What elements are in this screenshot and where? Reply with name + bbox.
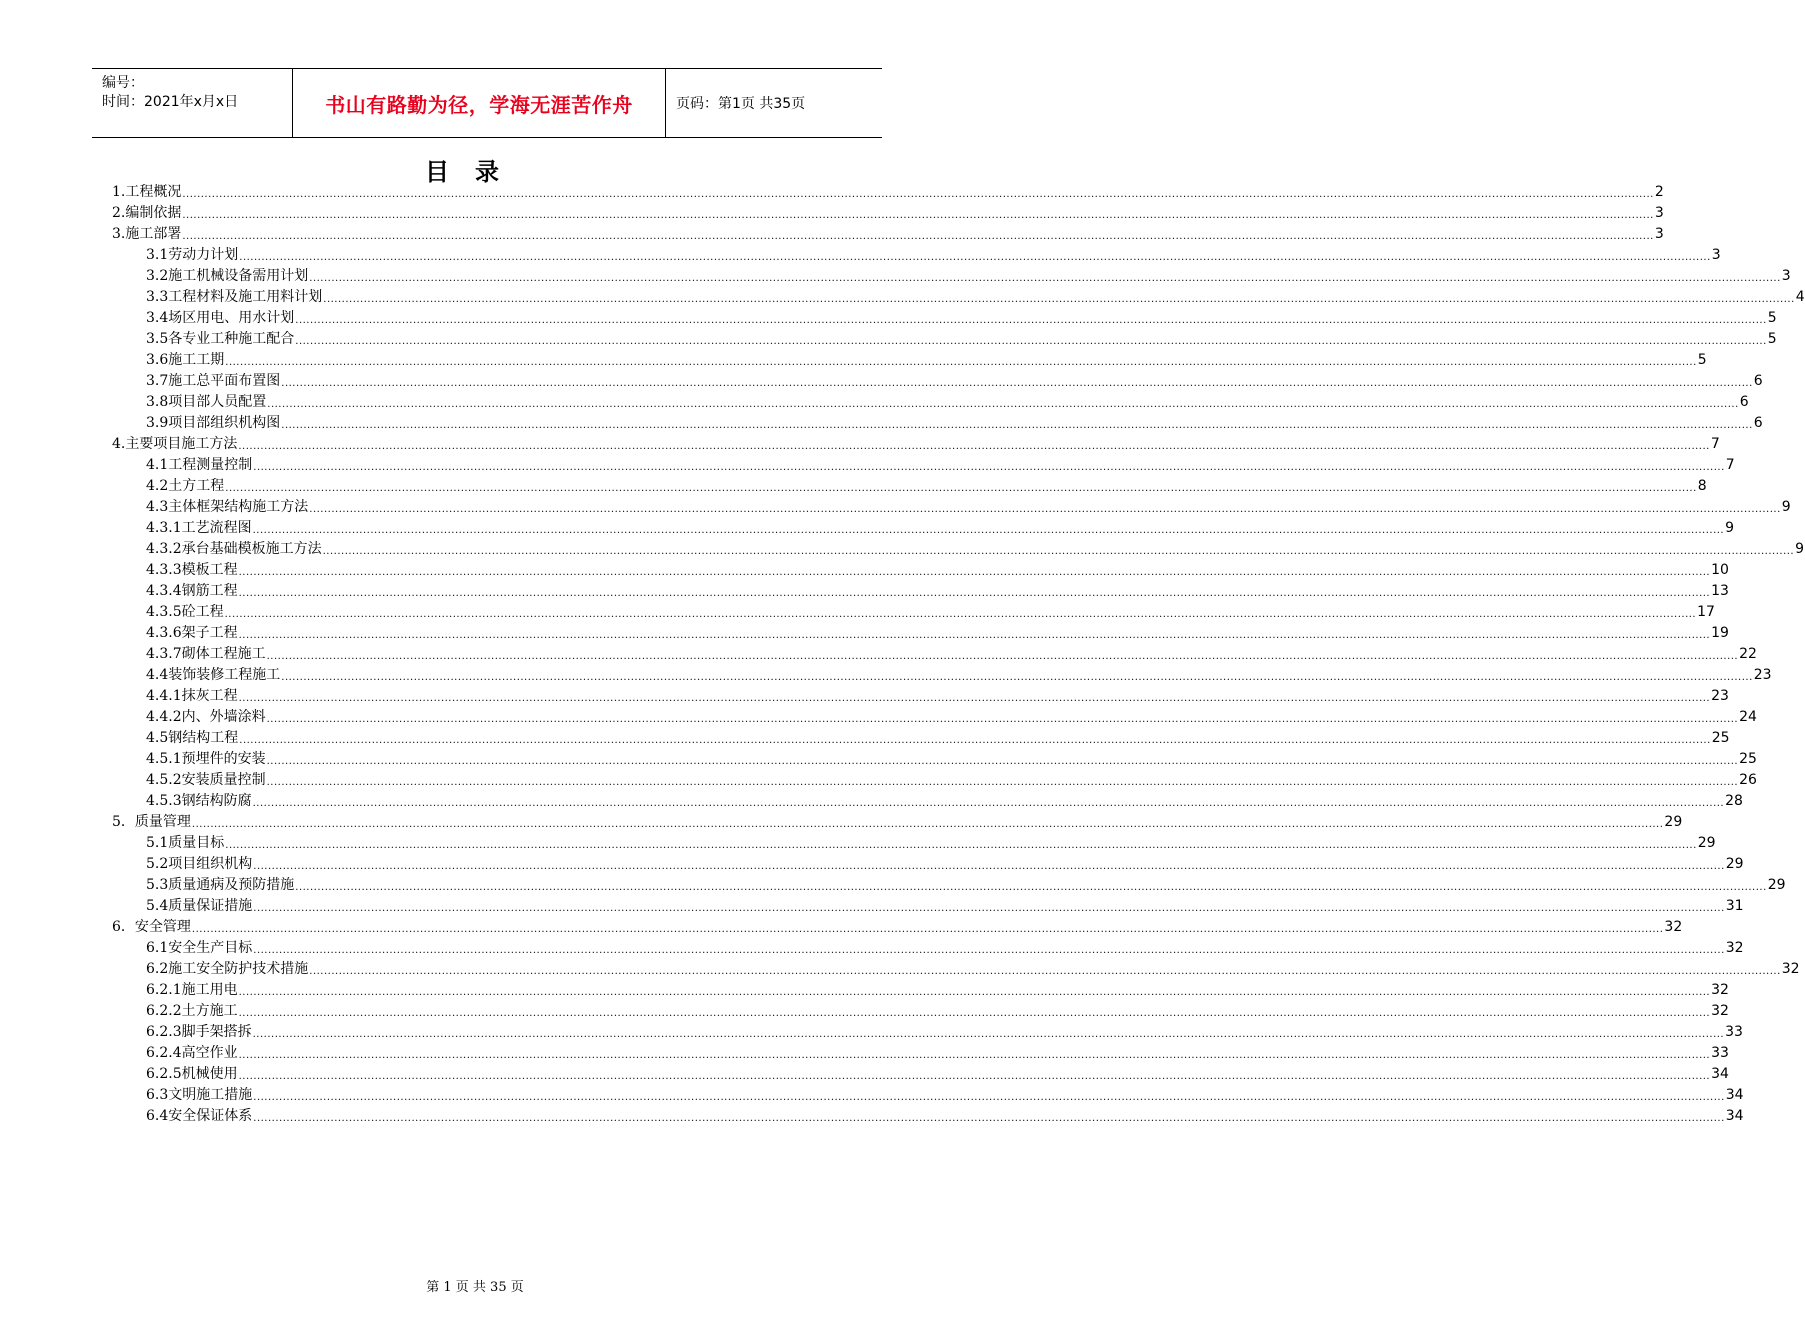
toc-entry[interactable]: [112, 854, 1744, 875]
header-motto-cell: [293, 69, 666, 137]
toc-entry[interactable]: [112, 413, 1763, 434]
toc-entry[interactable]: [112, 518, 1735, 539]
toc-leader-dots: ................................................................................................................................................................................................................................................................................................................................................................................................................: [253, 945, 1725, 956]
toc-entry[interactable]: [112, 350, 1707, 371]
toc-entry[interactable]: [112, 308, 1777, 329]
toc-entry[interactable]: [112, 476, 1707, 497]
toc-entry-page: 34: [1725, 1087, 1744, 1103]
toc-entry[interactable]: [112, 665, 1772, 686]
toc-leader-dots: ................................................................................................................................................................................................................................................................................................................................................................................................................: [266, 714, 1739, 725]
toc-entry[interactable]: [112, 896, 1744, 917]
toc-entry-page: 4: [1795, 289, 1805, 305]
toc-entry[interactable]: [112, 980, 1729, 1001]
toc-entry-label: 3.施工部署: [112, 226, 182, 242]
toc-entry[interactable]: [112, 539, 1805, 560]
toc-entry-page: 19: [1711, 625, 1729, 641]
toc-entry-label: 5.3质量通病及预防措施: [146, 877, 295, 893]
toc-leader-dots: ................................................................................................................................................................................................................................................................................................................................................................................................................: [322, 546, 1795, 557]
toc-leader-dots: ................................................................................................................................................................................................................................................................................................................................................................................................................: [281, 672, 1753, 683]
toc-entry-page: 33: [1725, 1024, 1743, 1040]
toc-leader-dots: ................................................................................................................................................................................................................................................................................................................................................................................................................: [253, 1092, 1725, 1103]
toc-entry-page: 3: [1654, 226, 1664, 242]
toc-entry-page: 5: [1697, 352, 1707, 368]
toc-entry-page: 5: [1767, 331, 1777, 347]
toc-entry[interactable]: [112, 602, 1715, 623]
toc-entry[interactable]: [112, 455, 1735, 476]
toc-entry-label: 3.1劳动力计划: [146, 247, 239, 263]
toc-entry-page: 6: [1753, 373, 1763, 389]
toc-leader-dots: ................................................................................................................................................................................................................................................................................................................................................................................................................: [323, 294, 1795, 305]
toc-entry[interactable]: [112, 875, 1786, 896]
toc-leader-dots: ................................................................................................................................................................................................................................................................................................................................................................................................................: [252, 798, 1725, 809]
toc-entry-page: 6: [1753, 415, 1763, 431]
toc-entry-label: 3.3工程材料及施工用料计划: [146, 289, 323, 305]
toc-entry-label: 4.主要项目施工方法: [112, 436, 238, 452]
toc-entry-label: 4.5.1预埋件的安装: [146, 751, 266, 767]
toc-entry[interactable]: [112, 749, 1757, 770]
toc-leader-dots: ................................................................................................................................................................................................................................................................................................................................................................................................................: [253, 1113, 1725, 1124]
toc-entry-label: 3.9项目部组织机构图: [146, 415, 281, 431]
toc-entry[interactable]: [112, 833, 1716, 854]
toc-entry-label: 2.编制依据: [112, 205, 182, 221]
toc-entry[interactable]: [112, 203, 1664, 224]
toc-entry-page: 29: [1697, 835, 1716, 851]
toc-entry-label: 4.3.3模板工程: [146, 562, 238, 578]
toc-entry-label: 4.1工程测量控制: [146, 457, 253, 473]
toc-entry-label: 1.工程概况: [112, 184, 182, 200]
toc-entry-label: 4.3.1工艺流程图: [146, 520, 252, 536]
toc-entry-page: 22: [1739, 646, 1757, 662]
toc-leader-dots: ................................................................................................................................................................................................................................................................................................................................................................................................................: [281, 420, 1753, 431]
toc-entry[interactable]: [112, 707, 1757, 728]
toc-leader-dots: ................................................................................................................................................................................................................................................................................................................................................................................................................: [224, 609, 1697, 620]
toc-leader-dots: ................................................................................................................................................................................................................................................................................................................................................................................................................: [281, 378, 1753, 389]
toc-entry-page: 3: [1711, 247, 1721, 263]
time-label: 时间：2021年x月x日: [102, 94, 239, 110]
toc-entry[interactable]: [112, 329, 1777, 350]
toc-entry[interactable]: [112, 623, 1729, 644]
toc-entry-label: 4.3.2承台基础模板施工方法: [146, 541, 322, 557]
toc-leader-dots: ................................................................................................................................................................................................................................................................................................................................................................................................................: [182, 189, 1654, 200]
toc-entry-page: 29: [1664, 814, 1683, 830]
toc-entry-page: 32: [1664, 919, 1683, 935]
toc-entry-label: 3.8项目部人员配置: [146, 394, 267, 410]
toc-entry[interactable]: [112, 245, 1721, 266]
toc-leader-dots: ................................................................................................................................................................................................................................................................................................................................................................................................................: [225, 840, 1697, 851]
toc-leader-dots: ................................................................................................................................................................................................................................................................................................................................................................................................................: [238, 441, 1710, 452]
toc-leader-dots: ................................................................................................................................................................................................................................................................................................................................................................................................................: [252, 525, 1725, 536]
toc-leader-dots: ................................................................................................................................................................................................................................................................................................................................................................................................................: [191, 819, 1664, 830]
toc-entry-page: 3: [1654, 205, 1664, 221]
toc-entry[interactable]: [112, 770, 1757, 791]
toc-leader-dots: ................................................................................................................................................................................................................................................................................................................................................................................................................: [266, 777, 1739, 788]
toc-entry-label: 4.3.4钢筋工程: [146, 583, 238, 599]
toc-entry-page: 32: [1711, 1003, 1729, 1019]
toc-entry-page: 32: [1725, 940, 1744, 956]
toc-leader-dots: ................................................................................................................................................................................................................................................................................................................................................................................................................: [239, 252, 1711, 263]
toc-entry-label: 3.5各专业工种施工配合: [146, 331, 295, 347]
toc-entry-label: 4.5.3钢结构防腐: [146, 793, 252, 809]
toc-entry[interactable]: [112, 182, 1664, 203]
toc-entry[interactable]: [112, 1085, 1744, 1106]
page-title: 目录: [425, 157, 525, 186]
toc-entry-label: 4.4.2内、外墙涂料: [146, 709, 266, 725]
toc-entry-page: 9: [1795, 541, 1805, 557]
toc-entry-page: 2: [1654, 184, 1664, 200]
toc-leader-dots: ................................................................................................................................................................................................................................................................................................................................................................................................................: [238, 1071, 1711, 1082]
toc-leader-dots: ................................................................................................................................................................................................................................................................................................................................................................................................................: [225, 483, 1697, 494]
toc-entry-label: 5.1质量目标: [146, 835, 225, 851]
toc-entry-page: 13: [1711, 583, 1729, 599]
toc-entry-page: 7: [1725, 457, 1735, 473]
toc-entry-label: 4.5.2安装质量控制: [146, 772, 266, 788]
toc-leader-dots: ................................................................................................................................................................................................................................................................................................................................................................................................................: [309, 504, 1781, 515]
toc-entry-label: 4.4.1抹灰工程: [146, 688, 238, 704]
toc-entry-label: 4.3.6架子工程: [146, 625, 238, 641]
toc-entry[interactable]: [112, 959, 1800, 980]
toc-entry-page: 8: [1697, 478, 1707, 494]
toc-entry[interactable]: [112, 917, 1683, 938]
toc-entry-page: 23: [1711, 688, 1729, 704]
toc-entry-label: 4.5钢结构工程: [146, 730, 239, 746]
page-footer: 第 1 页 共 35 页: [426, 1280, 524, 1295]
toc-entry-page: 23: [1753, 667, 1772, 683]
toc-entry-label: 4.2土方工程: [146, 478, 225, 494]
toc-leader-dots: ................................................................................................................................................................................................................................................................................................................................................................................................................: [182, 210, 1654, 221]
toc-entry[interactable]: [112, 1043, 1729, 1064]
toc-entry-label: 6．安全管理: [112, 919, 191, 935]
toc-leader-dots: ................................................................................................................................................................................................................................................................................................................................................................................................................: [295, 882, 1767, 893]
toc-leader-dots: ................................................................................................................................................................................................................................................................................................................................................................................................................: [295, 336, 1767, 347]
toc-leader-dots: ................................................................................................................................................................................................................................................................................................................................................................................................................: [253, 903, 1725, 914]
toc-entry-label: 6.2.1施工用电: [146, 982, 238, 998]
toc-entry[interactable]: [112, 1064, 1729, 1085]
toc-leader-dots: ................................................................................................................................................................................................................................................................................................................................................................................................................: [266, 756, 1739, 767]
toc-entry-label: 6.2.4高空作业: [146, 1045, 238, 1061]
toc-entry[interactable]: [112, 287, 1805, 308]
toc-leader-dots: ................................................................................................................................................................................................................................................................................................................................................................................................................: [252, 1029, 1725, 1040]
toc-entry-label: 6.2.5机械使用: [146, 1066, 238, 1082]
toc-leader-dots: ................................................................................................................................................................................................................................................................................................................................................................................................................: [238, 987, 1711, 998]
page-info: 页码：第1页 共35页: [676, 96, 806, 112]
toc-entry[interactable]: [112, 1106, 1744, 1127]
toc-leader-dots: ................................................................................................................................................................................................................................................................................................................................................................................................................: [253, 861, 1725, 872]
toc-entry-page: 9: [1725, 520, 1735, 536]
toc-entry[interactable]: [112, 371, 1763, 392]
toc-entry-label: 5.2项目组织机构: [146, 856, 253, 872]
toc-leader-dots: ................................................................................................................................................................................................................................................................................................................................................................................................................: [309, 966, 1781, 977]
toc-leader-dots: ................................................................................................................................................................................................................................................................................................................................................................................................................: [239, 735, 1711, 746]
toc-entry-label: 4.4装饰装修工程施工: [146, 667, 281, 683]
toc-entry[interactable]: [112, 1001, 1729, 1022]
toc-leader-dots: ................................................................................................................................................................................................................................................................................................................................................................................................................: [191, 924, 1664, 935]
toc-entry-page: 28: [1725, 793, 1743, 809]
toc-entry-page: 9: [1781, 499, 1791, 515]
toc-entry-page: 29: [1767, 877, 1786, 893]
toc-entry-page: 24: [1739, 709, 1757, 725]
header-page-cell: [666, 69, 882, 137]
toc-entry-page: 31: [1725, 898, 1744, 914]
document-header: [92, 68, 882, 138]
toc-entry[interactable]: [112, 224, 1664, 245]
toc-entry-label: 4.3.7砌体工程施工: [146, 646, 266, 662]
toc-entry-label: 5．质量管理: [112, 814, 191, 830]
toc-entry-page: 26: [1739, 772, 1757, 788]
toc-entry-page: 7: [1710, 436, 1720, 452]
toc-leader-dots: ................................................................................................................................................................................................................................................................................................................................................................................................................: [295, 315, 1767, 326]
toc-entry[interactable]: [112, 938, 1744, 959]
toc-leader-dots: ................................................................................................................................................................................................................................................................................................................................................................................................................: [182, 231, 1654, 242]
toc-entry-page: 32: [1781, 961, 1800, 977]
toc-entry-label: 6.2.3脚手架搭拆: [146, 1024, 252, 1040]
toc-entry[interactable]: [112, 581, 1729, 602]
motto-text: 书山有路勤为径，学海无涯苦作舟: [325, 92, 633, 117]
toc-entry-label: 6.3文明施工措施: [146, 1087, 253, 1103]
toc-entry-page: 33: [1711, 1045, 1729, 1061]
code-label: 编号：: [102, 75, 144, 91]
toc-entry-page: 5: [1767, 310, 1777, 326]
toc-leader-dots: ................................................................................................................................................................................................................................................................................................................................................................................................................: [238, 630, 1711, 641]
toc-entry-page: 34: [1725, 1108, 1744, 1124]
toc-leader-dots: ................................................................................................................................................................................................................................................................................................................................................................................................................: [238, 588, 1711, 599]
toc-leader-dots: ................................................................................................................................................................................................................................................................................................................................................................................................................: [238, 1008, 1711, 1019]
toc-entry-page: 17: [1697, 604, 1715, 620]
toc-entry-page: 34: [1711, 1066, 1729, 1082]
toc-entry[interactable]: [112, 791, 1743, 812]
toc-entry-page: 10: [1711, 562, 1729, 578]
toc-entry[interactable]: [112, 266, 1791, 287]
toc-entry-label: 4.3主体框架结构施工方法: [146, 499, 309, 515]
toc-entry-label: 4.3.5砼工程: [146, 604, 224, 620]
toc-entry-page: 29: [1725, 856, 1744, 872]
toc-leader-dots: ................................................................................................................................................................................................................................................................................................................................................................................................................: [309, 273, 1781, 284]
toc-entry-label: 6.4安全保证体系: [146, 1108, 253, 1124]
table-of-contents: [112, 182, 1805, 1127]
toc-entry-label: 6.2.2土方施工: [146, 1003, 238, 1019]
toc-leader-dots: ................................................................................................................................................................................................................................................................................................................................................................................................................: [266, 651, 1739, 662]
toc-entry-label: 3.2施工机械设备需用计划: [146, 268, 309, 284]
toc-leader-dots: ................................................................................................................................................................................................................................................................................................................................................................................................................: [238, 1050, 1711, 1061]
toc-entry-label: 3.6施工工期: [146, 352, 225, 368]
toc-entry[interactable]: [112, 560, 1729, 581]
toc-entry[interactable]: [112, 1022, 1743, 1043]
toc-leader-dots: ................................................................................................................................................................................................................................................................................................................................................................................................................: [225, 357, 1697, 368]
toc-entry-page: 25: [1739, 751, 1757, 767]
toc-entry[interactable]: [112, 812, 1683, 833]
toc-leader-dots: ................................................................................................................................................................................................................................................................................................................................................................................................................: [267, 399, 1739, 410]
toc-entry[interactable]: [112, 392, 1749, 413]
toc-entry[interactable]: [112, 728, 1730, 749]
toc-leader-dots: ................................................................................................................................................................................................................................................................................................................................................................................................................: [238, 693, 1711, 704]
toc-entry-label: 3.7施工总平面布置图: [146, 373, 281, 389]
toc-entry[interactable]: [112, 644, 1757, 665]
toc-entry-label: 6.1安全生产目标: [146, 940, 253, 956]
toc-leader-dots: ................................................................................................................................................................................................................................................................................................................................................................................................................: [253, 462, 1725, 473]
toc-entry-label: 6.2施工安全防护技术措施: [146, 961, 309, 977]
toc-entry-page: 3: [1781, 268, 1791, 284]
toc-entry[interactable]: [112, 497, 1791, 518]
toc-entry-page: 32: [1711, 982, 1729, 998]
toc-entry-label: 5.4质量保证措施: [146, 898, 253, 914]
toc-entry-page: 25: [1711, 730, 1730, 746]
toc-entry[interactable]: [112, 686, 1729, 707]
toc-entry-label: 3.4场区用电、用水计划: [146, 310, 295, 326]
header-info-cell: [92, 69, 293, 137]
toc-leader-dots: ................................................................................................................................................................................................................................................................................................................................................................................................................: [238, 567, 1711, 578]
toc-entry-page: 6: [1739, 394, 1749, 410]
toc-entry[interactable]: [112, 434, 1720, 455]
